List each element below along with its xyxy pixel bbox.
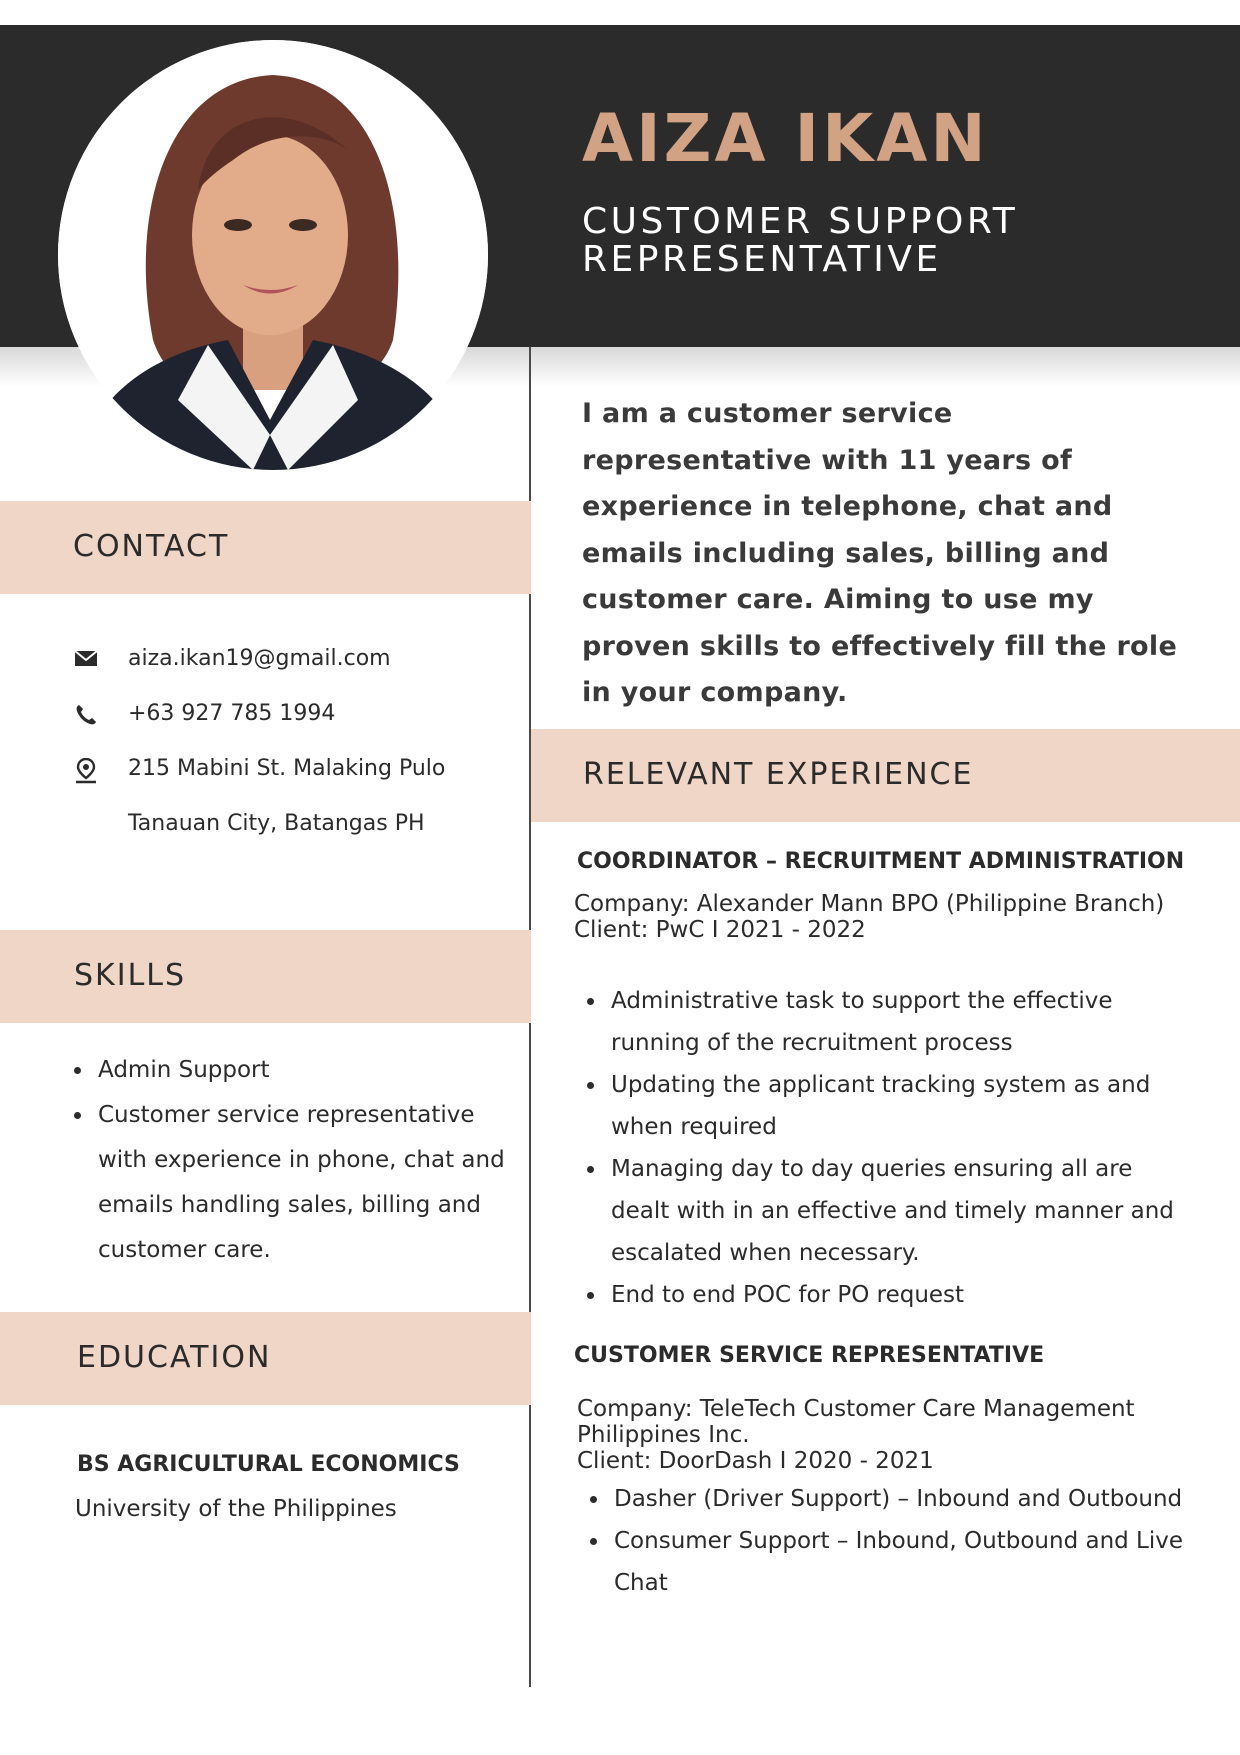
- education-heading: EDUCATION: [77, 1340, 272, 1375]
- skill-text-line: emails handling sales, billing and: [98, 1192, 481, 1218]
- duty-text-line: Updating the applicant tracking system as and: [611, 1072, 1151, 1098]
- duty-text-line: Chat: [614, 1570, 668, 1596]
- job1-duties: [585, 980, 1185, 1316]
- contact-address-line-1: 215 Mabini St. Malaking Pulo: [128, 756, 446, 781]
- job1-title: COORDINATOR – RECRUITMENT ADMINISTRATION: [577, 849, 1185, 874]
- education-school: University of the Philippines: [75, 1496, 397, 1522]
- duty-text-line: Managing day to day queries ensuring all are: [611, 1156, 1133, 1182]
- job2-client: Client: DoorDash I 2020 - 2021: [577, 1448, 934, 1474]
- contact-heading: CONTACT: [73, 529, 230, 564]
- location-pin-icon: [74, 758, 98, 784]
- job1-client: Client: PwC I 2021 - 2022: [574, 917, 866, 943]
- contact-email[interactable]: aiza.ikan19@gmail.com: [128, 646, 391, 671]
- skills-section-bar: [0, 930, 531, 1023]
- contact-phone[interactable]: +63 927 785 1994: [128, 701, 336, 726]
- job2-duties: [588, 1478, 1188, 1604]
- job-title-line-2: REPRESENTATIVE: [582, 239, 942, 280]
- duty-item: [585, 980, 1185, 1064]
- skill-text-line: Customer service representative: [98, 1102, 475, 1128]
- duty-text-line: when required: [611, 1114, 777, 1140]
- duty-text-line: escalated when necessary.: [611, 1240, 920, 1266]
- job-title-line-1: CUSTOMER SUPPORT: [582, 201, 1019, 242]
- phone-icon: [74, 703, 98, 727]
- skill-item: [72, 1048, 512, 1093]
- duty-item: [585, 1148, 1185, 1274]
- job2-company-line-2: Philippines Inc.: [577, 1422, 750, 1448]
- job-title: [582, 203, 1142, 279]
- job1-company: Company: Alexander Mann BPO (Philippine Branch): [574, 891, 1165, 917]
- duty-text-line: Consumer Support – Inbound, Outbound and Live: [614, 1528, 1184, 1554]
- duty-text-line: running of the recruitment process: [611, 1030, 1013, 1056]
- skill-item: [72, 1093, 512, 1273]
- profile-summary: I am a customer service representative with 11 years of experience in telephone, chat and emails including sales, billing and customer care. Aiming to use my proven skills to effectively fill the role in your company.: [582, 398, 1178, 708]
- skills-list: [72, 1048, 512, 1273]
- job1-meta: [574, 891, 1164, 943]
- job2-title: CUSTOMER SERVICE REPRESENTATIVE: [574, 1343, 1045, 1368]
- contact-section-bar: [0, 501, 531, 594]
- education-section-bar: [0, 1312, 531, 1405]
- duty-item: [585, 1064, 1185, 1148]
- job2-meta: [577, 1396, 1135, 1474]
- duty-text-line: Administrative task to support the effective: [611, 988, 1113, 1014]
- experience-heading: RELEVANT EXPERIENCE: [583, 757, 974, 792]
- duty-text-line: dealt with in an effective and timely manner and: [611, 1198, 1174, 1224]
- duty-text-line: Dasher (Driver Support) – Inbound and Outbound: [614, 1486, 1183, 1512]
- contact-address-line-2: Tanauan City, Batangas PH: [128, 811, 425, 836]
- profile-photo-illustration: [58, 40, 488, 470]
- profile-photo: [58, 40, 488, 470]
- experience-section-bar: [531, 729, 1240, 822]
- skill-text: Admin Support: [98, 1057, 270, 1083]
- duty-item: [588, 1520, 1188, 1604]
- skills-heading: SKILLS: [74, 958, 187, 993]
- envelope-icon: [74, 648, 98, 668]
- candidate-name: AIZA IKAN: [582, 100, 989, 177]
- job2-company-line-1: Company: TeleTech Customer Care Management: [577, 1396, 1135, 1422]
- education-degree: BS AGRICULTURAL ECONOMICS: [77, 1452, 460, 1477]
- duty-item: [588, 1478, 1188, 1520]
- skill-text-line: customer care.: [98, 1237, 271, 1263]
- duty-item: [585, 1274, 1185, 1316]
- skill-text-line: with experience in phone, chat and: [98, 1147, 505, 1173]
- duty-text-line: End to end POC for PO request: [611, 1282, 965, 1308]
